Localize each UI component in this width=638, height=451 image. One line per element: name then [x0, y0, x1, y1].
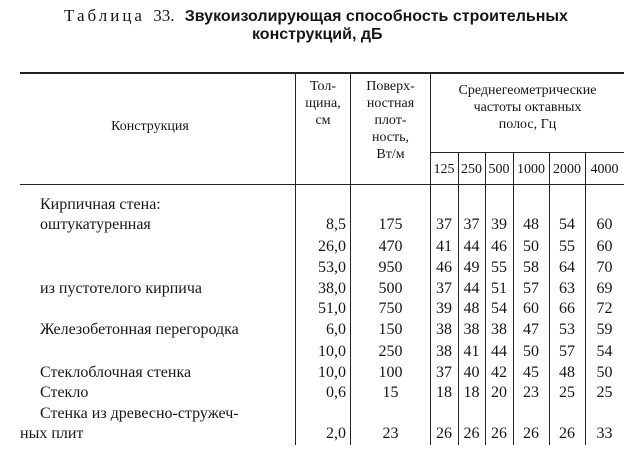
row-value-4000: 59 — [596, 321, 613, 338]
row-construction: Железобетонная перегородка — [40, 321, 239, 338]
row-value-250: 44 — [463, 280, 480, 297]
freq-4000: 4000 — [590, 162, 619, 177]
row-value-500: 46 — [491, 238, 507, 255]
row-thickness: 10,0 — [318, 364, 346, 381]
row-value-2000: 57 — [559, 343, 575, 360]
row-value-1000: 58 — [523, 259, 539, 276]
row-value-1000: 50 — [523, 343, 539, 360]
freq-125: 125 — [433, 162, 455, 177]
row-value-4000: 60 — [596, 238, 613, 255]
row-value-125: 37 — [436, 364, 452, 381]
freq-500: 500 — [488, 162, 510, 177]
row-value-4000: 70 — [596, 259, 613, 276]
header-freq-line-2: частоты октавных — [473, 100, 582, 115]
row-thickness: 6,0 — [326, 321, 346, 338]
row-thickness: 51,0 — [318, 300, 346, 317]
header-density — [351, 78, 430, 163]
title-prefix: Таблица — [64, 6, 145, 25]
row-value-125: 37 — [436, 280, 452, 297]
freq-1000: 1000 — [517, 162, 545, 177]
row-value-4000: 54 — [596, 343, 613, 360]
row-value-250: 26 — [463, 425, 480, 442]
row-thickness: 38,0 — [318, 280, 346, 297]
header-top-rule — [20, 72, 624, 74]
row-construction: Стенка из древесно-стружеч- — [40, 405, 239, 422]
row-value-1000: 50 — [523, 238, 539, 255]
header-density-line-5: Вт/м — [376, 147, 405, 162]
header-density-line-3: плот- — [374, 113, 407, 128]
header-density-line-2: ностная — [366, 96, 415, 111]
row-density: 100 — [378, 364, 403, 381]
row-density: 950 — [378, 259, 403, 276]
row-value-4000: 60 — [596, 216, 613, 233]
title-number: 33. — [153, 6, 175, 25]
row-density: 150 — [378, 321, 403, 338]
row-density: 250 — [378, 343, 403, 360]
row-density: 470 — [378, 238, 403, 255]
row-construction: Кирпичная стена: — [40, 196, 161, 213]
row-value-125: 18 — [436, 384, 452, 401]
row-value-125: 26 — [436, 425, 452, 442]
row-value-1000: 47 — [523, 321, 539, 338]
row-value-1000: 60 — [523, 300, 539, 317]
row-value-250: 41 — [463, 343, 480, 360]
row-value-250: 37 — [463, 216, 480, 233]
header-density-line-1: Поверх- — [366, 79, 415, 94]
row-value-1000: 45 — [523, 364, 539, 381]
row-construction: из пустотелого кирпича — [40, 280, 202, 297]
row-thickness: 10,0 — [318, 343, 346, 360]
row-value-2000: 63 — [559, 280, 575, 297]
header-thickness-line-3: см — [315, 113, 331, 128]
header-density-line-4: ность, — [371, 130, 410, 145]
row-value-4000: 69 — [596, 280, 613, 297]
row-value-250: 49 — [463, 259, 480, 276]
row-value-2000: 26 — [559, 425, 575, 442]
row-value-2000: 66 — [559, 300, 575, 317]
row-construction: оштукатуренная — [40, 216, 151, 233]
row-value-500: 54 — [491, 300, 507, 317]
header-thickness-line-1: Тол- — [310, 79, 336, 94]
row-value-4000: 25 — [596, 384, 613, 401]
row-value-1000: 57 — [523, 280, 539, 297]
row-value-125: 46 — [436, 259, 452, 276]
title-text-line-1: Звукоизолирующая способность строительных — [184, 8, 568, 25]
header-thickness — [296, 78, 350, 129]
row-value-1000: 26 — [523, 425, 539, 442]
row-density: 175 — [378, 216, 403, 233]
row-value-2000: 48 — [559, 364, 575, 381]
row-value-250: 48 — [463, 300, 480, 317]
row-thickness: 2,0 — [326, 425, 346, 442]
row-value-2000: 53 — [559, 321, 575, 338]
freq-250: 250 — [461, 162, 482, 177]
row-value-500: 55 — [491, 259, 507, 276]
row-value-125: 37 — [436, 216, 452, 233]
row-value-250: 40 — [463, 364, 480, 381]
row-value-250: 38 — [463, 321, 480, 338]
row-value-500: 39 — [491, 216, 507, 233]
row-value-125: 38 — [436, 321, 452, 338]
header-bottom-rule — [20, 184, 624, 185]
row-value-2000: 54 — [559, 216, 575, 233]
row-thickness: 0,6 — [326, 384, 346, 401]
row-value-500: 51 — [491, 280, 507, 297]
row-density: 23 — [382, 425, 399, 442]
title-text-line-2: конструкций, дБ — [252, 26, 383, 43]
row-value-250: 44 — [463, 238, 480, 255]
row-construction: ных плит — [20, 425, 84, 442]
row-value-500: 38 — [491, 321, 507, 338]
row-value-125: 38 — [436, 343, 452, 360]
row-value-1000: 48 — [523, 216, 539, 233]
freq-2000: 2000 — [553, 162, 581, 177]
row-construction: Стеклоблочная стенка — [40, 364, 192, 381]
row-value-125: 41 — [436, 238, 452, 255]
row-construction: Стекло — [40, 384, 89, 401]
row-thickness: 26,0 — [318, 238, 346, 255]
header-freq-line-1: Среднегеометрические — [458, 83, 597, 98]
row-value-2000: 55 — [559, 238, 575, 255]
row-value-500: 26 — [491, 425, 507, 442]
row-value-125: 39 — [436, 300, 452, 317]
freq-rule — [430, 152, 624, 153]
row-value-2000: 64 — [559, 259, 575, 276]
row-value-4000: 50 — [596, 364, 613, 381]
title-line-1 — [64, 6, 568, 26]
row-value-1000: 23 — [523, 384, 539, 401]
row-value-2000: 25 — [559, 384, 575, 401]
row-value-4000: 33 — [596, 425, 613, 442]
row-value-500: 44 — [491, 343, 507, 360]
row-thickness: 8,5 — [326, 216, 346, 233]
row-thickness: 53,0 — [318, 259, 346, 276]
row-value-250: 18 — [463, 384, 480, 401]
header-construction: Конструкция — [111, 119, 189, 134]
header-thickness-line-2: щина, — [305, 96, 341, 111]
row-density: 500 — [378, 280, 403, 297]
header-freq-line-3: полос, Гц — [498, 117, 557, 132]
row-value-500: 20 — [491, 384, 507, 401]
row-value-500: 42 — [491, 364, 507, 381]
row-density: 750 — [378, 300, 403, 317]
row-density: 15 — [382, 384, 399, 401]
header-freq-group — [431, 82, 624, 133]
row-value-4000: 72 — [596, 300, 613, 317]
